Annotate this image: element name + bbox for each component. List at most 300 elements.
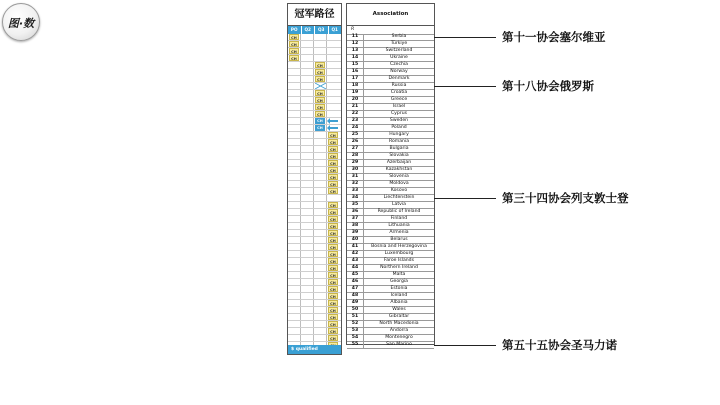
path-cell	[301, 335, 314, 341]
rank-cell: 32	[347, 181, 364, 187]
path-cell	[288, 90, 301, 96]
path-cell	[327, 293, 340, 299]
path-cell	[288, 272, 301, 278]
path-cell	[314, 48, 327, 54]
path-cell	[288, 174, 301, 180]
callout-label: 第十一协会塞尔维亚	[502, 30, 606, 44]
rank-cell: 19	[347, 90, 364, 96]
association-name-cell: Andorra	[389, 328, 409, 333]
path-cell	[314, 279, 327, 285]
path-cell	[288, 216, 301, 222]
path-cell	[327, 167, 340, 173]
rank-cell: 28	[347, 153, 364, 159]
rank-cell: 26	[347, 139, 364, 145]
path-cell	[327, 69, 340, 75]
path-cell	[288, 307, 301, 313]
path-cell	[288, 258, 301, 264]
rank-cell: 31	[347, 174, 364, 180]
path-cell	[327, 237, 340, 243]
rank-cell: 39	[347, 230, 364, 236]
association-name-cell: Kosovo	[390, 188, 408, 193]
path-cell	[301, 48, 314, 54]
callout-line	[434, 86, 496, 87]
path-cell	[301, 76, 314, 82]
champion-badge: CH	[328, 230, 338, 236]
path-cell	[327, 97, 340, 103]
path-cell	[301, 132, 314, 138]
rank-cell: 34	[347, 195, 364, 201]
rank-cell: 41	[347, 244, 364, 250]
path-cell	[327, 188, 340, 194]
path-row	[288, 62, 341, 69]
path-row	[288, 335, 341, 342]
path-row	[288, 132, 341, 139]
association-name-cell: North Macedonia	[379, 321, 419, 326]
path-row	[288, 111, 341, 118]
table-row	[347, 216, 434, 223]
path-cell	[314, 223, 327, 229]
champion-badge: CH	[328, 258, 338, 264]
path-cell	[288, 76, 301, 82]
path-cell	[301, 237, 314, 243]
association-name-cell: Bosnia and Herzegovina	[371, 244, 427, 249]
path-cell	[327, 272, 340, 278]
path-cell	[301, 83, 314, 89]
path-row	[288, 55, 341, 62]
path-row	[288, 174, 341, 181]
path-cell	[314, 62, 327, 68]
path-cell	[301, 258, 314, 264]
association-name-cell: Sweden	[389, 118, 409, 123]
path-cell	[288, 230, 301, 236]
path-cell	[288, 153, 301, 159]
path-cell	[288, 279, 301, 285]
callout-line	[434, 37, 496, 38]
callout-line	[434, 198, 496, 199]
association-name-cell: Georgia	[389, 279, 408, 284]
path-cell	[301, 328, 314, 334]
association-name-cell: Switzerland	[385, 48, 413, 53]
association-name-cell: Faroe Islands	[384, 258, 414, 263]
path-cell	[327, 90, 340, 96]
path-cell	[288, 55, 301, 61]
table-row	[347, 335, 434, 342]
table-row	[347, 97, 434, 104]
association-name-cell: Gibraltar	[388, 314, 410, 319]
association-name-cell: Greece	[390, 97, 408, 102]
path-cell	[314, 202, 327, 208]
table-row	[347, 125, 434, 132]
champion-badge: CH	[328, 265, 338, 271]
path-cell	[314, 167, 327, 173]
rank-cell: 38	[347, 223, 364, 229]
path-cell	[314, 216, 327, 222]
path-cell	[327, 174, 340, 180]
path-cell	[288, 300, 301, 306]
path-cell	[314, 314, 327, 320]
path-cell	[327, 181, 340, 187]
path-cell	[327, 55, 340, 61]
path-cell	[288, 160, 301, 166]
table-row	[347, 272, 434, 279]
path-cell	[301, 167, 314, 173]
path-row	[288, 202, 341, 209]
path-cell	[314, 181, 327, 187]
rank-cell: 21	[347, 104, 364, 110]
path-cell	[301, 90, 314, 96]
path-cell	[314, 146, 327, 152]
path-cell	[288, 34, 301, 40]
path-cell	[288, 104, 301, 110]
table-row	[347, 328, 434, 335]
path-cell	[314, 69, 327, 75]
path-cell	[327, 265, 340, 271]
association-name-cell: Slovakia	[389, 153, 409, 158]
path-cell	[301, 286, 314, 292]
path-cell	[327, 258, 340, 264]
path-cell	[301, 55, 314, 61]
association-name-cell: Hungary	[389, 132, 409, 137]
association-name-cell: Ukraine	[390, 55, 408, 60]
table-row	[347, 342, 434, 349]
rank-cell: 33	[347, 188, 364, 194]
path-cell	[301, 202, 314, 208]
association-name-cell: San Marino	[386, 342, 412, 347]
path-cell	[314, 125, 327, 131]
path-cell	[314, 209, 327, 215]
association-name-cell: Bulgaria	[389, 146, 409, 151]
table-row	[347, 188, 434, 195]
path-cell	[327, 307, 340, 313]
path-row	[288, 244, 341, 251]
path-cell	[301, 62, 314, 68]
table-row	[347, 90, 434, 97]
association-table-title: Association	[347, 4, 434, 26]
path-cell	[314, 55, 327, 61]
association-name-cell: Azerbaijan	[386, 160, 412, 165]
rank-cell: 12	[347, 41, 364, 47]
table-row	[347, 48, 434, 55]
table-row	[347, 223, 434, 230]
path-cell	[314, 97, 327, 103]
path-cell	[327, 286, 340, 292]
table-row	[347, 146, 434, 153]
path-cell	[314, 174, 327, 180]
champion-badge: CH	[328, 237, 338, 243]
path-cell	[301, 307, 314, 313]
path-cell	[314, 132, 327, 138]
path-cell	[301, 223, 314, 229]
association-name-cell: Latvia	[392, 202, 406, 207]
path-row	[288, 321, 341, 328]
association-name-cell: Belarus	[390, 237, 408, 242]
table-row	[347, 55, 434, 62]
path-row	[288, 69, 341, 76]
association-name-cell: Poland	[391, 125, 407, 130]
table-row	[347, 181, 434, 188]
rank-cell: 36	[347, 209, 364, 215]
rank-cell: 54	[347, 335, 364, 341]
association-name-cell: Romania	[388, 139, 410, 144]
table-row	[347, 69, 434, 76]
logo-text: 图·数	[7, 17, 35, 30]
path-row	[288, 41, 341, 48]
association-name-cell: Serbia	[391, 34, 407, 39]
callout-label: 第十八协会俄罗斯	[502, 79, 594, 93]
rank-cell: 40	[347, 237, 364, 243]
logo	[2, 3, 40, 41]
path-row	[288, 146, 341, 153]
col-header-q3: Q3	[315, 26, 329, 34]
path-cell	[327, 160, 340, 166]
path-row	[288, 139, 341, 146]
path-cell	[314, 328, 327, 334]
path-row	[288, 223, 341, 230]
path-cell	[314, 307, 327, 313]
path-cell	[327, 223, 340, 229]
rank-cell: 22	[347, 111, 364, 117]
path-cell	[314, 104, 327, 110]
path-cell	[301, 181, 314, 187]
path-cell	[288, 286, 301, 292]
path-cell	[327, 125, 340, 131]
path-cell	[314, 90, 327, 96]
champion-badge: CH	[328, 314, 338, 320]
path-cell	[301, 293, 314, 299]
path-row	[288, 181, 341, 188]
champion-badge: CH	[328, 223, 338, 229]
path-row	[288, 125, 341, 132]
path-cell	[301, 209, 314, 215]
table-row	[347, 265, 434, 272]
path-cell	[301, 230, 314, 236]
rank-cell: 52	[347, 321, 364, 327]
path-cell	[327, 62, 340, 68]
path-row	[288, 307, 341, 314]
path-cell	[301, 216, 314, 222]
path-row	[288, 209, 341, 216]
path-cell	[327, 216, 340, 222]
rank-cell: 51	[347, 314, 364, 320]
rank-header: R	[351, 27, 355, 32]
champion-path-table	[287, 3, 342, 355]
table-row	[347, 321, 434, 328]
champion-badge: CH	[328, 146, 338, 152]
association-name-cell: Slovenia	[389, 174, 409, 179]
table-row	[347, 258, 434, 265]
rank-cell: 13	[347, 48, 364, 54]
path-cell	[288, 328, 301, 334]
path-cell	[301, 69, 314, 75]
rank-cell: 27	[347, 146, 364, 152]
rank-cell: 15	[347, 62, 364, 68]
path-table-footer: $ qualified	[288, 345, 341, 354]
table-row	[347, 237, 434, 244]
path-cell	[288, 139, 301, 145]
champion-badge: CH	[328, 321, 338, 327]
path-cell	[314, 265, 327, 271]
path-cell	[314, 300, 327, 306]
association-name-cell: Norway	[390, 69, 408, 74]
path-row	[288, 104, 341, 111]
path-cell	[288, 146, 301, 152]
path-cell	[314, 34, 327, 40]
path-cell	[314, 244, 327, 250]
callout-label: 第五十五协会圣马力诺	[502, 338, 617, 352]
path-cell	[327, 195, 340, 201]
association-name-cell: Türkiye	[390, 41, 408, 46]
association-name-cell: Estonia	[390, 286, 408, 291]
path-cell	[327, 300, 340, 306]
path-cell	[314, 230, 327, 236]
arrow-left-icon	[330, 120, 338, 122]
path-row	[288, 258, 341, 265]
champion-badge: CH	[328, 335, 338, 341]
rank-cell: 55	[347, 342, 364, 348]
association-name-cell: Liechtenstein	[383, 195, 415, 200]
path-row	[288, 300, 341, 307]
champion-badge: CH	[328, 174, 338, 180]
path-cell	[288, 251, 301, 257]
rank-cell: 24	[347, 125, 364, 131]
table-row	[347, 111, 434, 118]
path-row	[288, 97, 341, 104]
association-name-cell: Moldova	[389, 181, 409, 186]
table-row	[347, 104, 434, 111]
champion-badge: CH	[315, 111, 325, 117]
path-table-header	[288, 26, 341, 34]
path-row	[288, 293, 341, 300]
path-cell	[288, 195, 301, 201]
rank-cell: 25	[347, 132, 364, 138]
champion-badge: CH	[289, 55, 299, 61]
path-cell	[314, 160, 327, 166]
path-cell	[301, 251, 314, 257]
path-cell	[288, 167, 301, 173]
path-cell	[327, 209, 340, 215]
champion-badge: CH	[328, 188, 338, 194]
association-table	[346, 3, 435, 345]
champion-badge: CH	[328, 167, 338, 173]
path-cell	[327, 335, 340, 341]
rank-cell: 18	[347, 83, 364, 89]
path-cell	[301, 195, 314, 201]
path-cell	[314, 153, 327, 159]
path-cell	[288, 118, 301, 124]
path-cell	[314, 237, 327, 243]
champion-badge: CH	[315, 97, 325, 103]
champion-badge: CH	[328, 216, 338, 222]
association-name-cell: Malta	[392, 272, 406, 277]
path-cell	[301, 104, 314, 110]
path-cell	[288, 209, 301, 215]
path-cell	[327, 321, 340, 327]
rank-cell: 37	[347, 216, 364, 222]
table-row	[347, 314, 434, 321]
table-row	[347, 251, 434, 258]
path-cell	[288, 314, 301, 320]
path-row	[288, 167, 341, 174]
path-row	[288, 216, 341, 223]
path-cell	[288, 62, 301, 68]
association-name-cell: Northern Ireland	[380, 265, 418, 270]
path-cell	[327, 48, 340, 54]
champion-badge: CH	[328, 160, 338, 166]
callout-label: 第三十四协会列支敦士登	[502, 191, 629, 205]
rank-cell: 23	[347, 118, 364, 124]
path-cell	[301, 125, 314, 131]
association-name-cell: Wales	[392, 307, 406, 312]
table-row	[347, 118, 434, 125]
table-row	[347, 195, 434, 202]
rank-cell: 11	[347, 34, 364, 40]
table-row	[347, 230, 434, 237]
table-row	[347, 41, 434, 48]
champion-badge: CH	[328, 139, 338, 145]
table-row	[347, 160, 434, 167]
path-row	[288, 314, 341, 321]
path-row	[288, 328, 341, 335]
rank-cell: 47	[347, 286, 364, 292]
rank-cell: 45	[347, 272, 364, 278]
champion-badge: CH	[328, 300, 338, 306]
path-cell	[314, 41, 327, 47]
path-cell	[314, 111, 327, 117]
path-cell	[301, 279, 314, 285]
champion-badge: CH	[328, 328, 338, 334]
arrow-left-icon	[330, 127, 338, 129]
callout-line	[434, 345, 496, 346]
association-name-cell: Armenia	[389, 230, 409, 235]
path-cell	[314, 286, 327, 292]
path-cell	[301, 41, 314, 47]
champion-badge: CH	[328, 209, 338, 215]
path-cell	[301, 97, 314, 103]
champion-badge-highlight: CH	[315, 125, 325, 131]
rank-cell: 53	[347, 328, 364, 334]
path-cell	[288, 83, 301, 89]
rank-cell: 30	[347, 167, 364, 173]
path-row	[288, 286, 341, 293]
table-row	[347, 34, 434, 41]
association-name-cell: Lithuania	[388, 223, 410, 228]
path-cell	[314, 251, 327, 257]
path-cell	[327, 118, 340, 124]
table-row	[347, 167, 434, 174]
path-cell	[314, 321, 327, 327]
path-cell	[301, 174, 314, 180]
path-cell	[314, 76, 327, 82]
path-row	[288, 160, 341, 167]
table-row	[347, 132, 434, 139]
path-cell	[288, 111, 301, 117]
association-name-cell: Czechia	[390, 62, 408, 67]
path-cell	[288, 188, 301, 194]
champion-badge: CH	[328, 251, 338, 257]
path-cell	[327, 202, 340, 208]
rank-cell: 42	[347, 251, 364, 257]
champion-badge: CH	[328, 293, 338, 299]
path-row	[288, 76, 341, 83]
association-name-cell: Russia	[391, 83, 407, 88]
path-cell	[288, 41, 301, 47]
path-cell	[288, 237, 301, 243]
champion-badge: CH	[328, 286, 338, 292]
table-row	[347, 76, 434, 83]
champion-badge: CH	[328, 279, 338, 285]
rank-cell: 29	[347, 160, 364, 166]
path-cell	[301, 153, 314, 159]
